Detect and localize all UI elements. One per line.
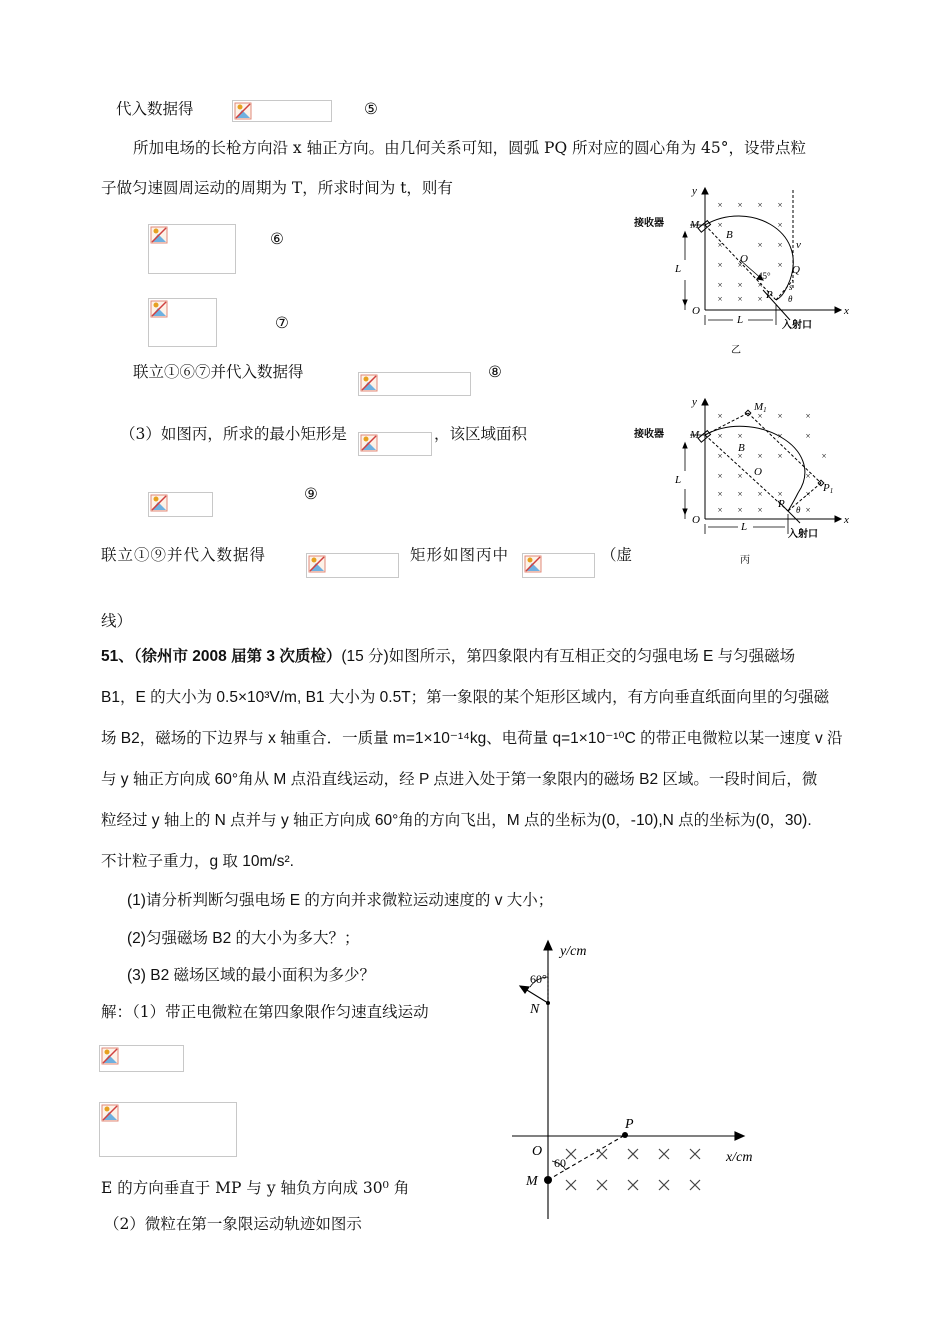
length-l-vertical: L bbox=[675, 263, 682, 275]
svg-text:×: × bbox=[805, 489, 811, 499]
equation-image-placeholder bbox=[99, 1102, 237, 1157]
equation-number: ⑥ bbox=[270, 230, 284, 248]
svg-text:×: × bbox=[737, 280, 743, 290]
equation-image-placeholder bbox=[522, 553, 595, 578]
svg-text:×: × bbox=[757, 451, 763, 461]
text-line: 代入数据得 bbox=[116, 100, 194, 118]
angle-label: 45° bbox=[758, 271, 771, 281]
theta-label: θ bbox=[796, 505, 801, 515]
arc-s-label: s bbox=[789, 282, 793, 292]
svg-text:×: × bbox=[737, 489, 743, 499]
solution-line: （2）微粒在第一象限运动轨迹如图示 bbox=[104, 1215, 362, 1233]
x-axis-label: x bbox=[844, 514, 849, 526]
svg-text:×: × bbox=[737, 451, 743, 461]
svg-text:×: × bbox=[777, 200, 783, 210]
x-axis-label: x/cm bbox=[726, 1150, 753, 1165]
svg-text:×: × bbox=[737, 294, 743, 304]
svg-text:×: × bbox=[717, 431, 723, 441]
figure-yi bbox=[628, 180, 858, 360]
point-n-label: N bbox=[530, 1002, 540, 1017]
field-b-label: B bbox=[738, 442, 745, 454]
text-line: 联立①⑨并代入数据得 bbox=[101, 546, 267, 564]
svg-text:×: × bbox=[777, 260, 783, 270]
figure-caption: 乙 bbox=[731, 345, 741, 356]
length-l-horizontal: L bbox=[737, 314, 744, 326]
origin-label: O bbox=[532, 1144, 543, 1159]
problem-51-line: 不计粒子重力，g 取 10m/s². bbox=[101, 853, 294, 870]
figure-51 bbox=[500, 935, 780, 1225]
svg-text:×: × bbox=[757, 280, 763, 290]
svg-text:×: × bbox=[777, 489, 783, 499]
text-line: ，该区域面积 bbox=[434, 425, 528, 443]
text-line: 线） bbox=[101, 612, 133, 630]
figure-bing bbox=[628, 393, 858, 573]
origin-label: O bbox=[692, 514, 700, 526]
equation-image-placeholder bbox=[306, 553, 399, 578]
field-b-label: B bbox=[726, 229, 733, 241]
svg-text:×: × bbox=[757, 411, 763, 421]
equation-number: ⑦ bbox=[275, 314, 289, 332]
problem-51-line: 与 y 轴正方向成 60°角从 M 点沿直线运动，经 P 点进入处于第一象限内的磁场 B2 区域。一段时间后，微 bbox=[101, 771, 818, 788]
problem-51-line bbox=[101, 647, 795, 667]
equation-number: ⑧ bbox=[488, 363, 502, 381]
problem-source: （徐州市 2008 届第 3 次质检） bbox=[133, 648, 342, 665]
y-axis-label: y bbox=[692, 185, 697, 197]
svg-text:×: × bbox=[717, 280, 723, 290]
svg-text:×: × bbox=[777, 411, 783, 421]
text-line: 联立①⑥⑦并代入数据得 bbox=[133, 363, 304, 381]
point-p-label: P bbox=[625, 1117, 634, 1132]
svg-text:×: × bbox=[717, 471, 723, 481]
svg-text:×: × bbox=[737, 471, 743, 481]
svg-text:×: × bbox=[777, 240, 783, 250]
svg-text:×: × bbox=[757, 200, 763, 210]
problem-number: 51、 bbox=[101, 648, 134, 665]
text-line: 矩形如图丙中 bbox=[410, 546, 510, 564]
point-p-label: P bbox=[766, 289, 773, 301]
svg-text:×: × bbox=[737, 200, 743, 210]
svg-text:×: × bbox=[717, 260, 723, 270]
svg-text:×: × bbox=[757, 294, 763, 304]
point-m-label: M bbox=[526, 1174, 538, 1189]
y-axis-label: y/cm bbox=[560, 944, 587, 959]
point-q-label: Q bbox=[792, 264, 800, 276]
point-m-label: M bbox=[690, 429, 700, 441]
entrance-label: 入射口 bbox=[782, 320, 812, 331]
svg-text:×: × bbox=[717, 489, 723, 499]
equation-number: ⑤ bbox=[364, 100, 378, 118]
svg-text:×: × bbox=[717, 240, 723, 250]
receiver-label: 接收器 bbox=[634, 429, 664, 440]
center-o-label: O bbox=[740, 253, 748, 265]
point-m-label: M bbox=[690, 219, 700, 231]
svg-text:×: × bbox=[717, 451, 723, 461]
text-line: 所加电场的长枪方向沿 x 轴正方向。由几何关系可知，圆弧 PQ 所对应的圆心角为 45°，设带点粒 bbox=[133, 139, 806, 157]
center-o-label: O bbox=[754, 466, 762, 478]
text-line: （虚 bbox=[601, 546, 633, 564]
text-line: 子做匀速圆周运动的周期为 T，所求时间为 t，则有 bbox=[101, 179, 453, 197]
origin-label: O bbox=[692, 305, 700, 317]
svg-text:×: × bbox=[737, 431, 743, 441]
svg-text:×: × bbox=[717, 411, 723, 421]
theta-label: θ bbox=[788, 294, 793, 304]
receiver-label: 接收器 bbox=[634, 218, 664, 229]
svg-text:×: × bbox=[737, 260, 743, 270]
equation-image-placeholder bbox=[148, 224, 236, 274]
svg-text:×: × bbox=[757, 489, 763, 499]
figure-caption: 丙 bbox=[740, 555, 750, 566]
equation-image-placeholder bbox=[358, 432, 432, 456]
equation-image-placeholder bbox=[148, 298, 217, 347]
point-p-label: P bbox=[778, 498, 785, 510]
equation-image-placeholder bbox=[232, 100, 332, 122]
svg-text:×: × bbox=[805, 411, 811, 421]
svg-text:×: × bbox=[821, 451, 827, 461]
point-p1-label: P1 bbox=[823, 482, 834, 495]
svg-text:×: × bbox=[717, 220, 723, 230]
length-l-horizontal: L bbox=[741, 521, 748, 533]
question-1: (1)请分析判断匀强电场 E 的方向并求微粒运动速度的 v 大小； bbox=[127, 892, 554, 909]
svg-text:×: × bbox=[757, 240, 763, 250]
x-axis-label: x bbox=[844, 305, 849, 317]
question-2: (2)匀强磁场 B2 的大小为多大？； bbox=[127, 930, 360, 947]
svg-text:×: × bbox=[757, 505, 763, 515]
text-line: （3）如图丙，所求的最小矩形是 bbox=[120, 425, 347, 443]
angle-m-label: 60 bbox=[554, 1156, 566, 1170]
svg-text:×: × bbox=[805, 471, 811, 481]
svg-text:×: × bbox=[805, 505, 811, 515]
svg-text:×: × bbox=[717, 294, 723, 304]
equation-number: ⑨ bbox=[304, 485, 318, 503]
length-l-vertical: L bbox=[675, 474, 682, 486]
problem-51-line: 场 B2，磁场的下边界与 x 轴重合．一质量 m=1×10⁻¹⁴kg、电荷量 q=1×10⁻¹⁰C 的带正电微粒以某一速度 v 沿 bbox=[101, 730, 843, 747]
svg-text:×: × bbox=[717, 505, 723, 515]
problem-51-line: B1，E 的大小为 0.5×10³V/m, B1 大小为 0.5T；第一象限的某个矩形区域内，有方向垂直纸面向里的匀强磁 bbox=[101, 689, 830, 706]
problem-text: (15 分)如图所示，第四象限内有互相正交的匀强电场 E 与匀强磁场 bbox=[341, 648, 796, 665]
solution-line: 解：（1）带正电微粒在第四象限作匀速直线运动 bbox=[101, 1003, 429, 1021]
y-axis-label: y bbox=[692, 396, 697, 408]
question-3: (3) B2 磁场区域的最小面积为多少？ bbox=[127, 967, 376, 984]
svg-text:×: × bbox=[717, 200, 723, 210]
svg-text:×: × bbox=[805, 431, 811, 441]
solution-line: E 的方向垂直于 MP 与 y 轴负方向成 30⁰ 角 bbox=[101, 1179, 410, 1197]
velocity-label: v bbox=[796, 239, 801, 251]
problem-51-line: 粒经过 y 轴上的 N 点并与 y 轴正方向成 60°角的方向飞出，M 点的坐标为(0，-10),N 点的坐标为(0，30). bbox=[101, 812, 812, 829]
angle-n-label: 60° bbox=[530, 972, 547, 986]
svg-text:×: × bbox=[777, 451, 783, 461]
svg-text:×: × bbox=[737, 505, 743, 515]
equation-image-placeholder bbox=[99, 1045, 184, 1072]
equation-image-placeholder bbox=[358, 372, 471, 396]
svg-text:×: × bbox=[777, 220, 783, 230]
svg-text:×: × bbox=[777, 431, 783, 441]
entrance-label: 入射口 bbox=[788, 529, 818, 540]
point-m1-label: M1 bbox=[754, 401, 767, 414]
equation-image-placeholder bbox=[148, 492, 213, 517]
